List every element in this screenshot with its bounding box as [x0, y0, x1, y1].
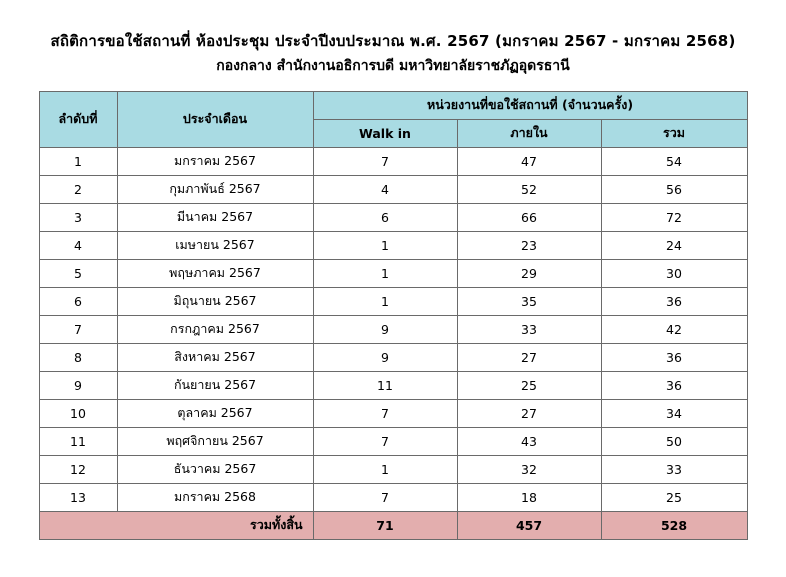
cell-month: มกราคม 2568	[117, 483, 313, 511]
cell-internal: 29	[457, 259, 601, 287]
cell-month: กันยายน 2567	[117, 371, 313, 399]
page-subtitle: กองกลาง สำนักงานอธิการบดี มหาวิทยาลัยราชภัฏอุดรธานี	[216, 57, 570, 74]
footer-label: รวมทั้งสิ้น	[39, 511, 313, 539]
cell-total: 72	[601, 203, 747, 231]
table-row	[39, 483, 747, 511]
cell-total: 50	[601, 427, 747, 455]
cell-no: 10	[39, 399, 117, 427]
cell-internal: 35	[457, 287, 601, 315]
cell-month: มิถุนายน 2567	[117, 287, 313, 315]
cell-no: 7	[39, 315, 117, 343]
table-row	[39, 315, 747, 343]
cell-internal: 27	[457, 399, 601, 427]
table-row	[39, 371, 747, 399]
cell-walk-in: 7	[313, 483, 457, 511]
cell-internal: 27	[457, 343, 601, 371]
cell-no: 13	[39, 483, 117, 511]
table-row	[39, 147, 747, 175]
cell-month: กุมภาพันธ์ 2567	[117, 175, 313, 203]
cell-no: 1	[39, 147, 117, 175]
cell-total: 36	[601, 343, 747, 371]
table-row	[39, 259, 747, 287]
cell-no: 12	[39, 455, 117, 483]
column-header-month: ประจำเดือน	[117, 91, 313, 147]
cell-total: 42	[601, 315, 747, 343]
cell-internal: 18	[457, 483, 601, 511]
table-row	[39, 399, 747, 427]
cell-total: 54	[601, 147, 747, 175]
table-row	[39, 455, 747, 483]
column-header-walk-in: Walk in	[313, 119, 457, 147]
cell-month: ธันวาคม 2567	[117, 455, 313, 483]
cell-walk-in: 1	[313, 231, 457, 259]
cell-walk-in: 1	[313, 287, 457, 315]
cell-internal: 23	[457, 231, 601, 259]
cell-total: 30	[601, 259, 747, 287]
cell-internal: 52	[457, 175, 601, 203]
cell-total: 25	[601, 483, 747, 511]
cell-total: 24	[601, 231, 747, 259]
cell-walk-in: 7	[313, 147, 457, 175]
table-total-row	[39, 511, 747, 539]
cell-walk-in: 7	[313, 399, 457, 427]
cell-walk-in: 4	[313, 175, 457, 203]
cell-no: 2	[39, 175, 117, 203]
cell-walk-in: 1	[313, 455, 457, 483]
table-header	[39, 91, 747, 147]
cell-no: 6	[39, 287, 117, 315]
cell-no: 4	[39, 231, 117, 259]
cell-month: ตุลาคม 2567	[117, 399, 313, 427]
cell-internal: 47	[457, 147, 601, 175]
cell-internal: 25	[457, 371, 601, 399]
document-title-block	[38, 30, 748, 77]
cell-internal: 33	[457, 315, 601, 343]
footer-internal-total: 457	[457, 511, 601, 539]
cell-total: 36	[601, 371, 747, 399]
statistics-table	[39, 91, 748, 540]
cell-no: 8	[39, 343, 117, 371]
cell-internal: 32	[457, 455, 601, 483]
cell-internal: 66	[457, 203, 601, 231]
cell-total: 33	[601, 455, 747, 483]
cell-total: 36	[601, 287, 747, 315]
table-header-row-1	[39, 91, 747, 119]
footer-walk-in-total: 71	[313, 511, 457, 539]
cell-total: 34	[601, 399, 747, 427]
footer-grand-total: 528	[601, 511, 747, 539]
table-row	[39, 203, 747, 231]
column-header-group: หน่วยงานที่ขอใช้สถานที่ (จำนวนครั้ง)	[313, 91, 747, 119]
cell-no: 5	[39, 259, 117, 287]
cell-no: 3	[39, 203, 117, 231]
cell-no: 9	[39, 371, 117, 399]
cell-no: 11	[39, 427, 117, 455]
table-row	[39, 231, 747, 259]
cell-total: 56	[601, 175, 747, 203]
column-header-internal: ภายใน	[457, 119, 601, 147]
table-body	[39, 147, 747, 511]
cell-walk-in: 1	[313, 259, 457, 287]
table-row	[39, 343, 747, 371]
cell-walk-in: 7	[313, 427, 457, 455]
cell-month: พฤษภาคม 2567	[117, 259, 313, 287]
cell-month: เมษายน 2567	[117, 231, 313, 259]
page-title: สถิติการขอใช้สถานที่ ห้องประชุม ประจำปีงบประมาณ พ.ศ. 2567 (มกราคม 2567 - มกราคม 2568)	[50, 32, 736, 50]
table-row	[39, 287, 747, 315]
column-header-total: รวม	[601, 119, 747, 147]
cell-month: พฤศจิกายน 2567	[117, 427, 313, 455]
table-footer	[39, 511, 747, 539]
cell-month: กรกฎาคม 2567	[117, 315, 313, 343]
cell-month: มีนาคม 2567	[117, 203, 313, 231]
cell-walk-in: 9	[313, 315, 457, 343]
cell-walk-in: 9	[313, 343, 457, 371]
table-row	[39, 175, 747, 203]
cell-walk-in: 6	[313, 203, 457, 231]
cell-month: สิงหาคม 2567	[117, 343, 313, 371]
cell-internal: 43	[457, 427, 601, 455]
column-header-no: ลำดับที่	[39, 91, 117, 147]
table-row	[39, 427, 747, 455]
cell-month: มกราคม 2567	[117, 147, 313, 175]
cell-walk-in: 11	[313, 371, 457, 399]
